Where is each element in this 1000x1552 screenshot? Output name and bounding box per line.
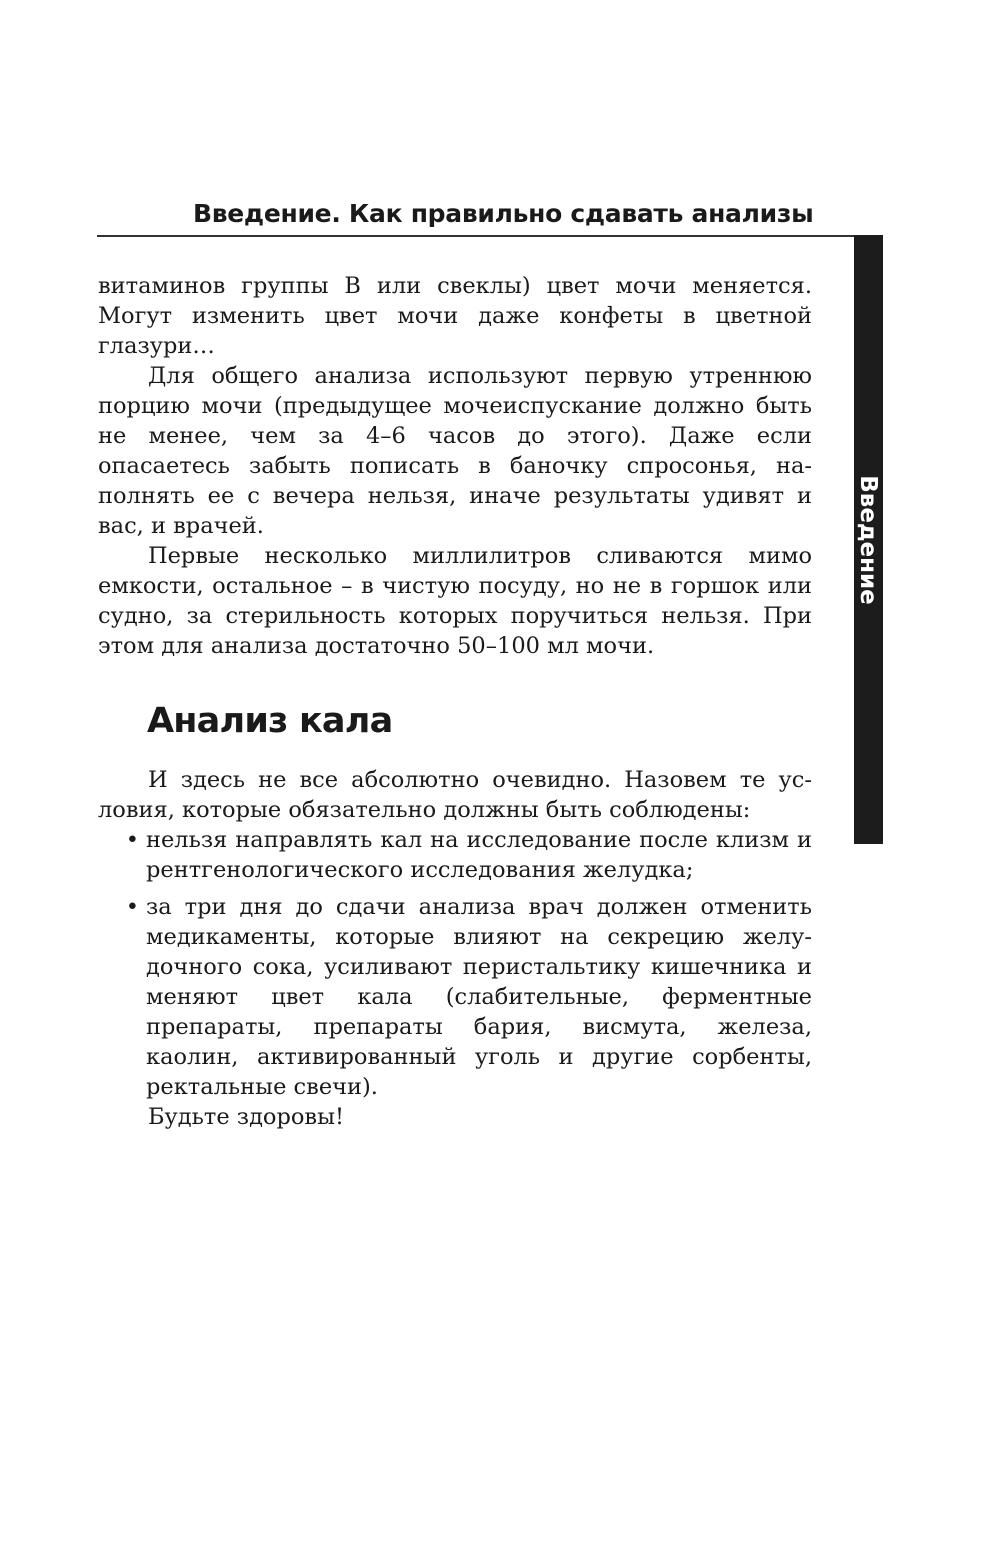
paragraph: витаминов группы B или свеклы) цвет мочи меняется. Могут изменить цвет мочи даже конфеты в цветной глазури… [98, 273, 812, 359]
paragraph: Для общего анализа используют первую утреннюю порцию мочи (предыдущее мочеиспускание должно быть не менее, чем за 4–6 часов до этого). Даже если опасаетесь забыть пописать в баночку спросонья, наполнять ее с вечера нельзя, иначе результаты удивят и вас, и врачей. [98, 363, 812, 539]
list-item-text: нельзя направлять кал на исследование после клизм и рентгенологического исследования желудка; [146, 827, 812, 883]
body-text-top [98, 271, 812, 661]
bullet-icon: • [125, 894, 139, 920]
list-item [98, 892, 812, 1102]
closing-line: Будьте здоровы! [148, 1104, 345, 1130]
list-item-text: за три дня до сдачи анализа врач должен отменить медикаменты, которые влияют на секрецию желудочного сока, усиливают перистальтику кишечника и меняют цвет кала (слабительные, ферментные препараты, препараты бария, висмута, железа, каолин, активированный уголь и другие сорбенты, ректальные свечи). [146, 894, 812, 1100]
paragraph: Первые несколько миллилитров сливаются мимо емкости, остальное – в чистую посуду, но не в горшок или судно, за стерильность которых поручиться нельзя. При этом для анализа достаточно 50–100 мл мочи. [98, 543, 812, 659]
list-item [98, 825, 812, 885]
header-rule [97, 235, 854, 237]
body-text-section [98, 765, 812, 1132]
section-intro: И здесь не все абсолютно очевидно. Назовем те условия, которые обязательно должны быть соблюдены: [98, 767, 812, 823]
bullet-icon: • [125, 827, 139, 853]
bullet-list [98, 825, 812, 1102]
running-head: Введение. Как правильно сдавать анализы [193, 199, 814, 228]
side-tab-label: Введение [855, 475, 881, 605]
section-heading: Анализ кала [147, 701, 393, 741]
